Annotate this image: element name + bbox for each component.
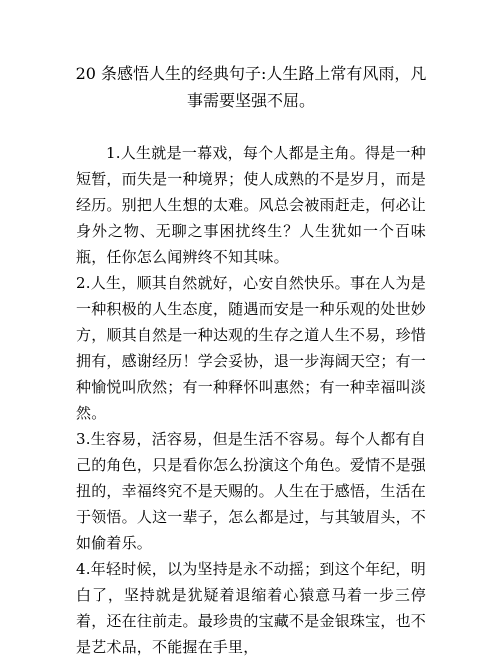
- paragraph-1: 1.人生就是一幕戏，每个人都是主角。得是一种短暂，而失是一种境界；使人成熟的不是岁月，而是经历。别把人生想的太难。风总会被雨赶走，何必让身外之物、无聊之事困扰终生？人生犹如一个百味瓶，任你怎么闻辨终不知其味。: [76, 144, 426, 266]
- paragraph-2: 2.人生，顺其自然就好，心安自然快乐。事在人为是一种积极的人生态度，随遇而安是一种乐观的处世妙方，顺其自然是一种达观的生存之道人生不易，珍惜拥有，感谢经历！学会妥协，退一步海阔天空；有一种愉悦叫欣然；有一种释怀叫惠然；有一种幸福叫淡然。: [76, 274, 426, 422]
- paragraph-4: 4.年轻时候，以为坚持是永不动摇；到这个年纪，明白了，坚持就是犹疑着退缩着心猿意马着一步三停着，还在往前走。最珍贵的宝藏不是金银珠宝，也不是艺术品，不能握在手里，: [76, 560, 426, 656]
- document-title: 20 条感悟人生的经典句子:人生路上常有风雨，凡事需要坚强不屈。: [75, 64, 427, 110]
- paragraph-3: 3.生容易，活容易，但是生活不容易。每个人都有自己的角色，只是看你怎么扮演这个角色。爱情不是强扭的，幸福终究不是天赐的。人生在于感悟，生活在于领悟。人这一辈子，怎么都是过，与其皱眉头，不如偷着乐。: [76, 430, 426, 552]
- document-body: [76, 140, 426, 660]
